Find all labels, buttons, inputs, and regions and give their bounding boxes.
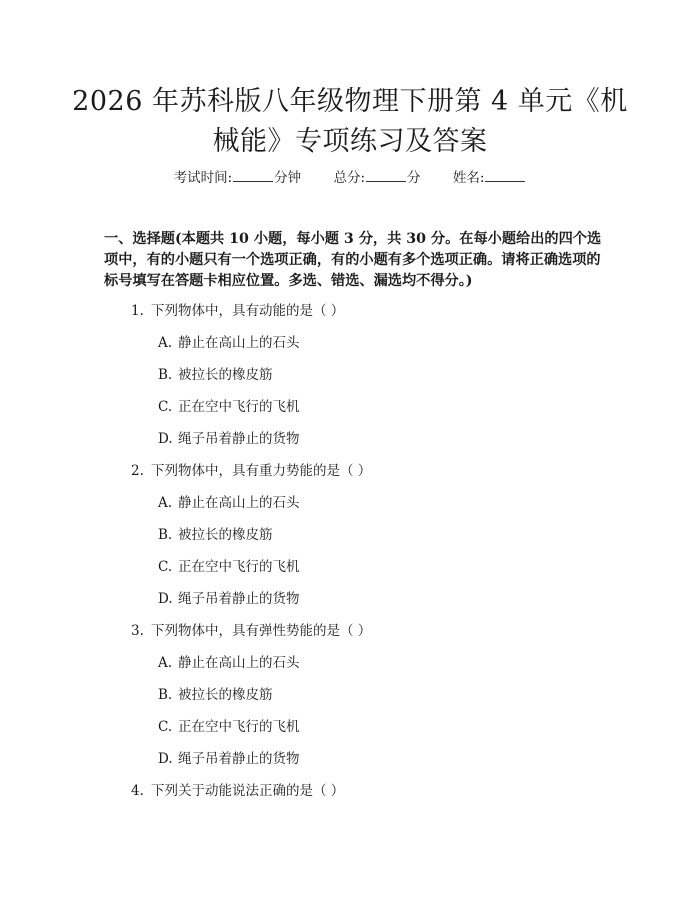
- option-text: 正在空中飞行的飞机: [178, 559, 300, 575]
- exam-time-label: 考试时间:: [173, 170, 233, 186]
- option-text: 被拉长的橡皮筋: [178, 687, 273, 703]
- option-text: 正在空中飞行的飞机: [178, 719, 300, 735]
- question-item: [131, 782, 344, 800]
- student-name-label: 姓名:: [452, 170, 485, 186]
- option-letter: B.: [158, 367, 173, 383]
- student-name-blank: [485, 168, 525, 182]
- option-letter: A.: [158, 655, 173, 671]
- question-item: [131, 462, 371, 480]
- total-score-field: [333, 170, 420, 186]
- answer-option: [158, 558, 300, 576]
- title-line-2: 械能》专项练习及答案: [212, 126, 488, 157]
- title-line-1: 2026 年苏科版八年级物理下册第 4 单元《机: [72, 86, 628, 117]
- option-letter: B.: [158, 527, 173, 543]
- answer-option: [158, 590, 300, 608]
- answer-option: [158, 718, 300, 736]
- total-score-label: 总分:: [333, 170, 366, 186]
- option-letter: A.: [158, 335, 173, 351]
- total-score-unit: 分: [407, 170, 421, 186]
- option-text: 静止在高山上的石头: [178, 335, 300, 351]
- question-number: 4.: [131, 783, 144, 799]
- question-number: 1.: [131, 303, 144, 319]
- page-title: [60, 82, 640, 162]
- option-letter: C.: [158, 399, 173, 415]
- section-heading: 一、选择题(本题共 10 小题，每小题 3 分，共 30 分。在每小题给出的四个选项中，有的小题只有一个选项正确，有的小题有多个选项正确。请将正确选项的标号填写在答题卡相应位置。多选、错选、漏选均不得分。): [104, 231, 602, 289]
- answer-option: [158, 654, 300, 672]
- option-text: 被拉长的橡皮筋: [178, 367, 273, 383]
- question-text: 下列物体中，具有动能的是（ ）: [151, 303, 345, 319]
- exam-time-blank: [233, 168, 273, 182]
- question-item: [131, 622, 371, 640]
- option-text: 静止在高山上的石头: [178, 495, 300, 511]
- exam-info-line: [0, 168, 700, 188]
- answer-option: [158, 334, 300, 352]
- question-number: 2.: [131, 463, 144, 479]
- option-text: 静止在高山上的石头: [178, 655, 300, 671]
- option-text: 绳子吊着静止的货物: [178, 431, 300, 447]
- option-letter: D.: [158, 431, 173, 447]
- option-letter: D.: [158, 591, 173, 607]
- question-text: 下列关于动能说法正确的是（ ）: [151, 783, 345, 799]
- answer-option: [158, 686, 273, 704]
- total-score-blank: [366, 168, 406, 182]
- option-text: 被拉长的橡皮筋: [178, 527, 273, 543]
- question-text: 下列物体中，具有重力势能的是（ ）: [151, 463, 372, 479]
- answer-option: [158, 430, 300, 448]
- answer-option: [158, 366, 273, 384]
- question-item: [131, 302, 344, 320]
- option-letter: C.: [158, 719, 173, 735]
- option-letter: D.: [158, 751, 173, 767]
- option-letter: B.: [158, 687, 173, 703]
- answer-option: [158, 494, 300, 512]
- option-letter: C.: [158, 559, 173, 575]
- answer-option: [158, 526, 273, 544]
- option-text: 绳子吊着静止的货物: [178, 591, 300, 607]
- answer-option: [158, 750, 300, 768]
- option-letter: A.: [158, 495, 173, 511]
- student-name-field: [453, 170, 527, 186]
- exam-time-field: [174, 170, 302, 186]
- option-text: 正在空中飞行的飞机: [178, 399, 300, 415]
- question-text: 下列物体中，具有弹性势能的是（ ）: [151, 623, 372, 639]
- exam-time-unit: 分钟: [274, 170, 302, 186]
- question-number: 3.: [131, 623, 144, 639]
- option-text: 绳子吊着静止的货物: [178, 751, 300, 767]
- answer-option: [158, 398, 300, 416]
